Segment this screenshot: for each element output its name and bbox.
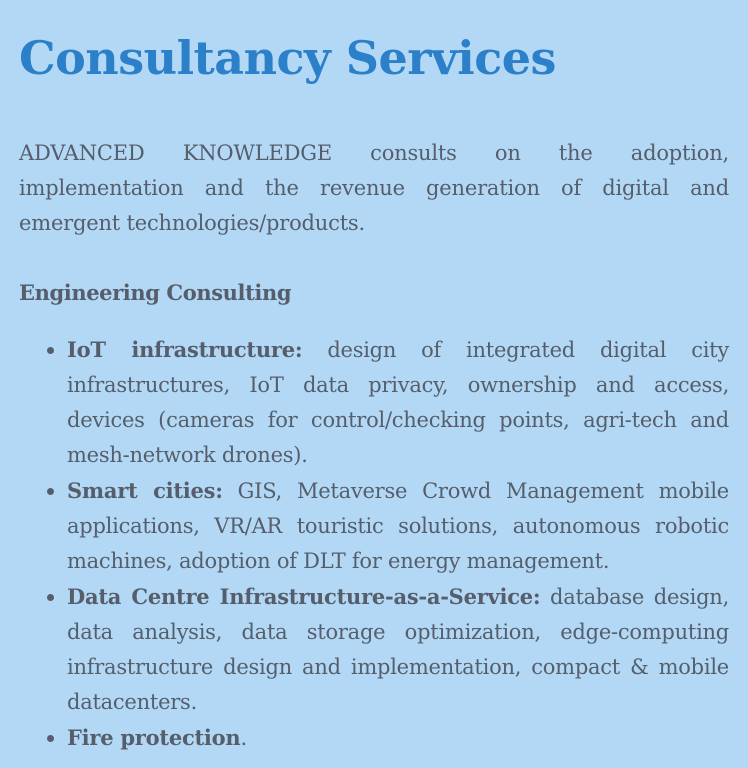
page-title: Consultancy Services: [19, 31, 556, 85]
service-term: IoT infrastructure:: [67, 337, 303, 362]
list-item: [67, 332, 729, 473]
list-item: [67, 579, 729, 720]
list-item: [67, 473, 729, 579]
intro-paragraph: ADVANCED KNOWLEDGE consults on the adoption, implementation and the revenue generation of digital and emergent technologies/products.: [19, 141, 729, 235]
service-description: GIS, Metaverse Crowd Management mobile applications, VR/AR touristic solutions, autonomous robotic machines, adoption of DLT for energy management.: [67, 479, 729, 573]
bullet-icon: [47, 347, 54, 354]
service-description: design of integrated digital city infrastructures, IoT data privacy, ownership and access, devices (cameras for control/checking points, agri-tech and mesh-network drones).: [67, 338, 729, 467]
bullet-icon: [47, 735, 54, 742]
service-term: Smart cities:: [67, 478, 223, 503]
list-item: [67, 720, 729, 756]
bullet-icon: [47, 488, 54, 495]
service-term: Fire protection: [67, 725, 241, 750]
services-list: [19, 332, 729, 756]
bullet-icon: [47, 594, 54, 601]
service-term: Data Centre Infrastructure-as-a-Service:: [67, 584, 541, 609]
section-heading: Engineering Consulting: [19, 280, 292, 305]
service-description: database design, data analysis, data storage optimization, edge-computing infrastructure design and implementation, compact & mobile datacenters.: [67, 585, 730, 714]
service-description: .: [240, 726, 247, 750]
